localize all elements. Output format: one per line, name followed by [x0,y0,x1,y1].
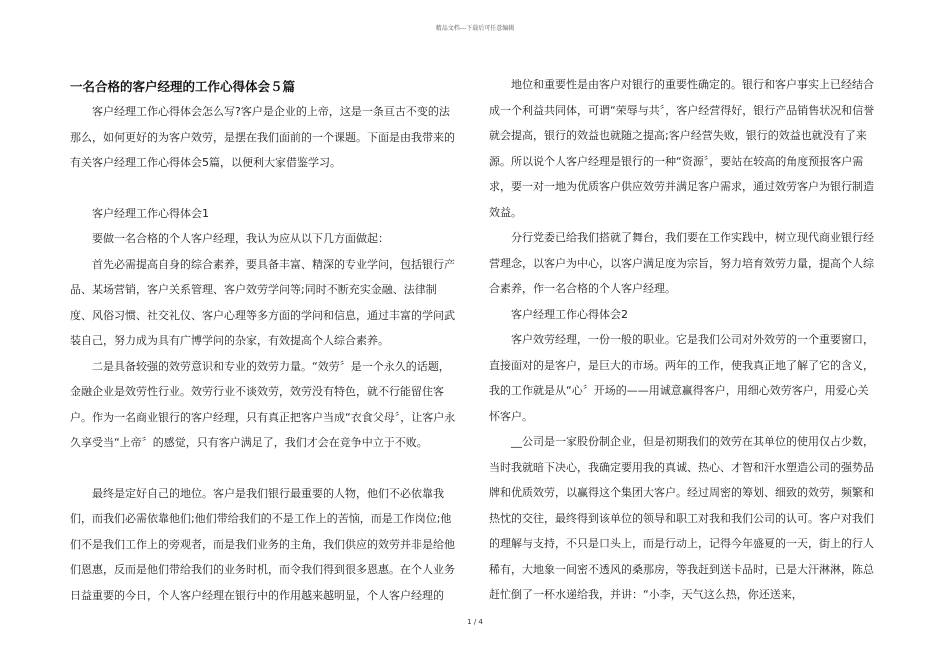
paragraph-1: 要做一名合格的个人客户经理，我认为应从以下几方面做起： [92,232,389,245]
paragraph-4: 最终是定好自己的地位。客户是我们银行最重要的人物，他们不必依靠我们，而我们必需依靠他们;他们带给我们的不是工作上的苦恼，而是工作岗位;他们不是我们工作上的旁观者，而是我们业务的主角，我们供应的效劳并非是给他们恩惠，反而是他们带给我们的业务时机，而令我们得到很多恩惠。在个人业务日益重要的今日，个人客户经理在银行中的作用越来越明显，个人客户经理的 [70,486,455,602]
paragraph-7: 客户效劳经理，一份一般的职业。它是我们公司对外效劳的一个重要窗口，直接面对的是客户，是巨大的市场。两年的工作，使我真正地了解了它的含义，我的工作就是从“心〞开场的——用诚意赢得客户，用细心效劳客户，用爱心关怀客户。 [489,333,874,423]
paragraph-2: 首先必需提高自身的综合素养，要具备丰富、精深的专业学问，包括银行产品、某场营销，客户关系管理、客户效劳学问等;同时不断充实金融、法律制度、风俗习惯、社交礼仪、客户心理等多方面的学问和信息，通过丰富的学问武装自己，努力成为具有广博学问的杂家，有效提高个人综合素养。 [70,257,455,347]
section-1-title: 客户经理工作心得体会1 [92,206,209,220]
intro-paragraph: 客户经理工作心得体会怎么写?客户是企业的上帝，这是一条亘古不变的法那么，如何更好的为客户效劳，是摆在我们面前的一个课题。下面是由我带来的有关客户经理工作心得体会5篇，以便利大家借鉴学习。 [70,105,455,169]
paragraph-8: __公司是一家股份制企业，但是初期我们的效劳在其单位的使用仅占少数，当时我就暗下决心，我确定要用我的真诚、热心、才智和汗水塑造公司的强势品牌和优质效劳，以赢得这个集团大客户。经过周密的筹划、细致的效劳，频繁和热忱的交往，最终得到该单位的领导和职工对我和我们公司的认可。客户对我们的理解与支持，不只是口头上，而是行动上，记得今年盛夏的一天，街上的行人稀有，大地象一间密不透风的桑那房，等我赶到送卡品时，已是大汗淋淋，陈总赶忙倒了一杯水递给我，并讲：“小李，天气这么热，你还送来， [489,435,874,601]
page-number: 1 / 4 [467,618,483,626]
spacer [70,176,458,201]
paragraph-5: 地位和重要性是由客户对银行的重要性确定的。银行和客户事实上已经结合成一个利益共同体，可谓“荣辱与共〞，客户经营得好，银行产品销售状况和信誉就会提高，银行的效益也就随之提高;客户经营失败，银行的效益也就没有了来源。所以说个人客户经理是银行的一种“资源〞，要站在较高的角度预报客户需求，要一对一地为优质客户供应效劳并满足客户需求，通过效劳客户为银行制造效益。 [489,78,875,219]
section-2-title: 客户经理工作心得体会2 [511,307,628,321]
document-title: 一名合格的客户经理的工作心得体会５篇 [70,79,296,94]
left-column [70,72,458,608]
paragraph-3: 二是具备较强的效劳意识和专业的效劳力量。“效劳〞是一个永久的话题，金融企业是效劳性行业。效劳行业不谈效劳，效劳没有特色，就不行能留住客户。作为一名商业银行的客户经理，只有真正把客户当成“衣食父母〞，让客户永久享受当“上帝〞的感觉，只有客户满足了，我们才会在竞争中立于不败。 [70,359,456,449]
spacer [70,456,458,481]
right-column [489,72,877,608]
paragraph-6: 分行党委已给我们搭就了舞台，我们要在工作实践中，树立现代商业银行经营理念，以客户为中心，以客户满足度为宗旨，努力培育效劳力量，提高个人综合素养，作一名合格的个人客户经理。 [489,231,874,295]
page-header: 精品文档---下载后可任意编辑 [435,25,515,32]
